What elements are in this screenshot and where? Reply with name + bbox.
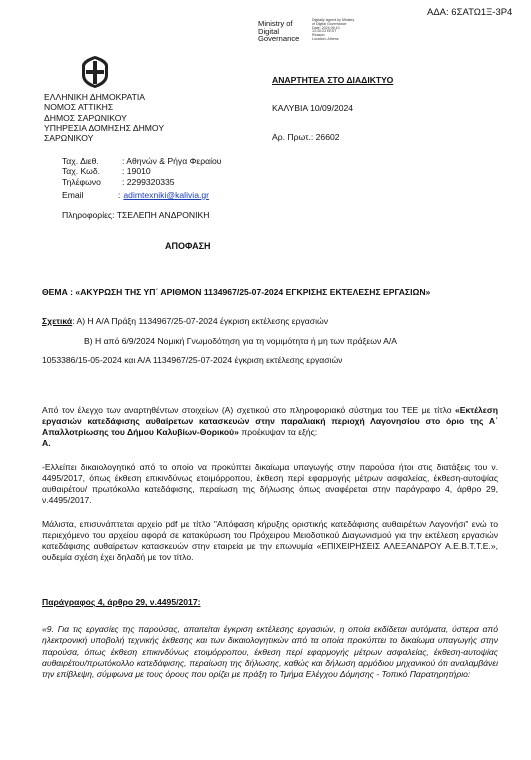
email-link[interactable]: adimtexniki@kalivia.gr — [123, 189, 210, 200]
subject-line: ΘΕΜΑ : «ΑΚΥΡΩΣΗ ΤΗΣ ΥΠ΄ ΑΡΙΘΜΟΝ 1134967/25-07-2024 ΕΓΚΡΙΣΗΣ ΕΚΤΕΛΕΣΗΣ ΕΡΓΑΣΙΩΝ» — [42, 287, 431, 297]
contact-block — [62, 156, 282, 200]
protocol-number: Αρ. Πρωτ.: 26602 — [272, 132, 340, 142]
ref-b-line2: 1053386/15-05-2024 και Α/Α 1134967/25-07-2024 έγκριση εκτέλεσης εργασιών — [42, 355, 343, 365]
ref-b-line1: Β) Η από 6/9/2024 Νομική Γνωμοδότηση για τη νομιμότητα ή μη των πράξεων Α/Α — [84, 336, 398, 346]
contact-email: Email : adimtexniki@kalivia.gr — [62, 189, 210, 200]
law-quote: «9. Για τις εργασίες της παρούσας, απαιτείται έγκριση εκτέλεσης εργασιών, η οποία εκδίδεται αυτόματα, ύστερα από ηλεκτρονική υποβολή τεχνικής έκθεσης και των δικαιολογητικών από τα οποία προκύπτει το δικαίωμα υπαγωγής στην παρούσα, όπως έκθεση επικινδύνως ετοιμόρροπου, έκθεση περί εφαρμογής μέτρων ασφαλείας, έκθεση-αυτοψίας αυθαιρέτου/πρωτόκολλο κατεδάφισης, περαίωση της δήλωσης, καθώς και δήλωση αρμόδιου μηχανικού ότι αναλαμβάνει την επίβλεψη, σύμφωνα με τους όρους που ορίζει με πράξη το Τμήμα Ελέγχου Δόμησης - Τοπικό Παρατηρητήριο: — [42, 624, 498, 680]
paragraph-missing-docs: -Ελλείπει δικαιολογητικό από το οποίο να προκύπτει δικαίωμα υπαγωγής στην παρούσα ήτοι στις διατάξεις του ν. 4495/2017, όπως έκθεση επικινδύνως ετοιμόρροπου, έκθεση περί εφαρμογής μέτρων ασφαλείας, έκθεση-αυτοψίας αυθαιρέτου/ πρωτόκολλο κατεδάφισης, περαίωση της δήλωσης όπως αναφέρεται στην παράγραφο 4, άρθρο 29, ν.4495/2017. — [42, 462, 498, 505]
signature-details: Digitally signed by Ministry of Digital Governance Date: 2024.09.10 13:30:23 EEST Reason: Location: Athens — [312, 18, 355, 41]
ref-a: Σχετικά: Α) Η Α/Α Πράξη 1134967/25-07-2024 έγκριση εκτέλεσης εργασιών — [42, 316, 328, 326]
ada-code: ΑΔΑ: 6ΣΑΤΩ1Ξ-3Ρ4 — [427, 7, 513, 18]
contact-info: Πληροφορίες: ΤΣΕΛΕΠΗ ΑΝΔΡΟΝΙΚΗ — [62, 210, 210, 220]
paragraph-findings-intro: Από τον έλεγχο των αναρτηθέντων στοιχείων (Α) σχετικού στο πληροφοριακό σύστημα του ΤΕΕ με τίτλο «Εκτέλεση εργασιών κατεδάφισης αυθαίρετων κατασκευών στην παραλιακή περιοχή Λαγονησίου στο όριο της Α΄ Απαλλοτρίωσης του Δήμου Καλυβίων-Θορικού» προέκυψαν τα εξής: Α. — [42, 405, 498, 448]
section-heading: Παράγραφος 4, άρθρο 29, ν.4495/2017: — [42, 597, 201, 607]
paragraph-pdf-note: Μάλιστα, επισυνάπτεται αρχείο pdf με τίτλο "Απόφαση κήρυξης οριστικής κατεδάφισης αυθαιρέτων Λαγονήσι" ενώ το περιεχόμενο του αρχείου αφορά σε κατακύρωση του Πρόχειρου Μειοδοτικού Διαγωνισμού για την εκτέλεση εργασιών κατεδάφισης αυθαίρετων κατασκευών στην εταιρεία με την επωνυμία «ΕΠΙΧΕΙΡΗΣΕΙΣ ΑΛΕΞΑΝΔΡΟΥ Α.Ε.Β.Τ.Τ.Ε.», ουδεμία σχέση έχει δηλαδή με τον τίτλο. — [42, 519, 498, 562]
greek-emblem-icon — [80, 55, 110, 89]
post-online-label: ΑΝΑΡΤΗΤΕΑ ΣΤΟ ΔΙΑΔΙΚΤΥΟ — [272, 75, 394, 85]
contact-address: Ταχ. Διεθ. : Αθηνών & Ρήγα Φεραίου — [62, 156, 222, 166]
doc-title: ΑΠΟΦΑΣΗ — [165, 241, 211, 251]
issue-date: ΚΑΛΥΒΙΑ 10/09/2024 — [272, 103, 354, 113]
signature-org: Ministry of Digital Governance — [258, 19, 300, 44]
issuer-block: ΕΛΛΗΝΙΚΗ ΔΗΜΟΚΡΑΤΙΑ ΝΟΜΟΣ ΑΤΤΙΚΗΣ ΔΗΜΟΣ ΣΑΡΩΝΙΚΟΥ ΥΠΗΡΕΣΙΑ ΔΟΜΗΣΗΣ ΔΗΜΟΥ ΣΑΡΩΝΙΚΟΥ — [44, 92, 165, 144]
contact-postcode: Ταχ. Κωδ. : 19010 — [62, 166, 151, 177]
contact-phone: Τηλέφωνο : 2299320335 — [62, 176, 175, 187]
